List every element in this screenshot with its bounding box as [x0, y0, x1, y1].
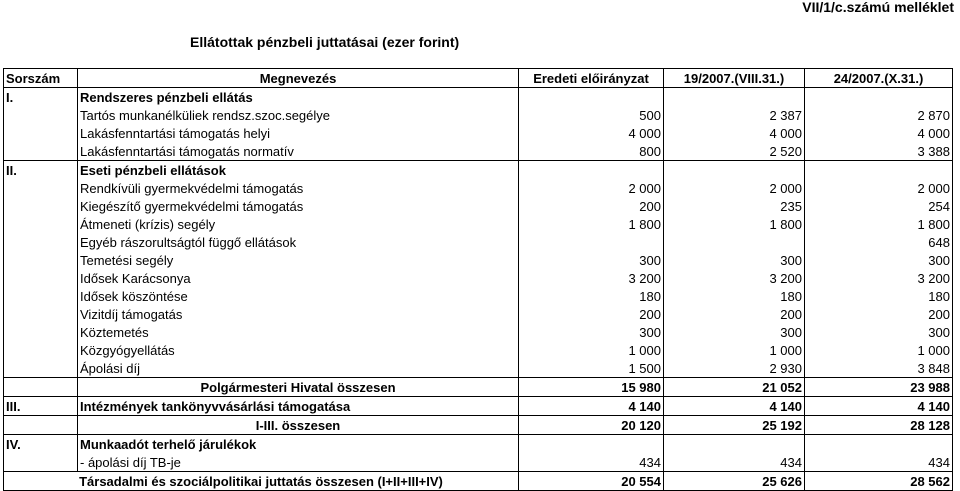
row-number [4, 453, 78, 472]
row-mod1 [664, 88, 805, 107]
row-mod2: 4 140 [805, 397, 953, 416]
row-mod1: 4 000 [664, 124, 805, 142]
table-row [4, 106, 953, 124]
row-mod1 [664, 233, 805, 251]
row-eredeti [519, 233, 664, 251]
row-mod1: 3 200 [664, 269, 805, 287]
row-name: Tartós munkanélküliek rendsz.szoc.segélye [78, 106, 519, 124]
row-mod1: 25 192 [664, 416, 805, 435]
row-mod2: 3 848 [805, 359, 953, 378]
row-mod1: 4 140 [664, 397, 805, 416]
row-mod2: 2 870 [805, 106, 953, 124]
table-row [4, 215, 953, 233]
row-eredeti: 4 140 [519, 397, 664, 416]
row-mod1: 300 [664, 251, 805, 269]
row-name: Lakásfenntartási támogatás helyi [78, 124, 519, 142]
row-name: Rendszeres pénzbeli ellátás [78, 88, 519, 107]
row-eredeti: 1 800 [519, 215, 664, 233]
row-mod2: 23 988 [805, 378, 953, 397]
row-name: Rendkívüli gyermekvédelmi támogatás [78, 179, 519, 197]
benefits-table [3, 68, 953, 491]
row-eredeti: 3 200 [519, 269, 664, 287]
row-name: Ápolási díj [78, 359, 519, 378]
row-name: Munkaadót terhelő járulékok [78, 435, 519, 454]
row-mod1: 200 [664, 305, 805, 323]
row-eredeti: 180 [519, 287, 664, 305]
table-row [4, 161, 953, 180]
row-mod1: 1 000 [664, 341, 805, 359]
row-eredeti: 1 000 [519, 341, 664, 359]
row-eredeti: 200 [519, 197, 664, 215]
header-sorszam: Sorszám [4, 69, 78, 88]
row-number: I. [4, 88, 78, 107]
row-eredeti: 15 980 [519, 378, 664, 397]
row-mod2: 434 [805, 453, 953, 472]
row-name: Idősek Karácsonya [78, 269, 519, 287]
page-title: Ellátottak pénzbeli juttatásai (ezer forint) [190, 34, 460, 50]
table-row [4, 88, 953, 107]
row-eredeti: 434 [519, 453, 664, 472]
row-name: Átmeneti (krízis) segély [78, 215, 519, 233]
row-number [4, 106, 78, 124]
row-eredeti [519, 435, 664, 454]
row-eredeti [519, 161, 664, 180]
table-row [4, 305, 953, 323]
table-header-row [4, 69, 953, 88]
row-name: Idősek köszöntése [78, 287, 519, 305]
row-number [4, 215, 78, 233]
row-mod1 [664, 435, 805, 454]
row-mod2: 254 [805, 197, 953, 215]
row-number: IV. [4, 435, 78, 454]
row-name: Lakásfenntartási támogatás normatív [78, 142, 519, 161]
table-row [4, 416, 953, 435]
row-eredeti [519, 88, 664, 107]
row-mod2: 1 800 [805, 215, 953, 233]
row-mod1: 235 [664, 197, 805, 215]
table-row [4, 197, 953, 215]
row-name: Eseti pénzbeli ellátások [78, 161, 519, 180]
table-row [4, 269, 953, 287]
row-number [4, 341, 78, 359]
row-mod2: 1 000 [805, 341, 953, 359]
row-mod2: 180 [805, 287, 953, 305]
table-row [4, 287, 953, 305]
row-number [4, 359, 78, 378]
row-name: Köztemetés [78, 323, 519, 341]
row-mod2: 300 [805, 323, 953, 341]
annex-label: VII/1/c.számú melléklet [802, 0, 954, 15]
row-number [4, 305, 78, 323]
row-mod2: 2 000 [805, 179, 953, 197]
row-mod1: 2 930 [664, 359, 805, 378]
row-name: Vizitdíj támogatás [78, 305, 519, 323]
row-eredeti: 800 [519, 142, 664, 161]
grand-total-label: Társadalmi és szociálpolitikai juttatás összesen (I+II+III+IV) [4, 472, 519, 491]
row-number [4, 142, 78, 161]
row-name: Közgyógyellátás [78, 341, 519, 359]
row-name: Polgármesteri Hivatal összesen [78, 378, 519, 397]
header-eredeti: Eredeti előirányzat [519, 69, 664, 88]
row-name: I-III. összesen [78, 416, 519, 435]
row-mod1: 300 [664, 323, 805, 341]
row-number [4, 269, 78, 287]
table-row [4, 142, 953, 161]
header-mod1: 19/2007.(VIII.31.) [664, 69, 805, 88]
row-mod2: 648 [805, 233, 953, 251]
row-mod1: 2 520 [664, 142, 805, 161]
row-eredeti: 20 120 [519, 416, 664, 435]
row-number: III. [4, 397, 78, 416]
table-row [4, 397, 953, 416]
table-row [4, 233, 953, 251]
row-eredeti: 4 000 [519, 124, 664, 142]
row-mod2: 28 128 [805, 416, 953, 435]
header-mod2: 24/2007.(X.31.) [805, 69, 953, 88]
row-number [4, 124, 78, 142]
table-row [4, 179, 953, 197]
row-name: Temetési segély [78, 251, 519, 269]
row-number [4, 179, 78, 197]
row-eredeti: 300 [519, 251, 664, 269]
row-mod2: 3 388 [805, 142, 953, 161]
table-row [4, 359, 953, 378]
row-number [4, 323, 78, 341]
grand-total-v1: 20 554 [519, 472, 664, 491]
row-mod2: 3 200 [805, 269, 953, 287]
row-name: - ápolási díj TB-je [78, 453, 519, 472]
row-name: Kiegészítő gyermekvédelmi támogatás [78, 197, 519, 215]
row-eredeti: 300 [519, 323, 664, 341]
row-number [4, 233, 78, 251]
row-mod1: 434 [664, 453, 805, 472]
row-name: Intézmények tankönyvvásárlási támogatása [78, 397, 519, 416]
row-mod2: 4 000 [805, 124, 953, 142]
row-mod1: 2 387 [664, 106, 805, 124]
row-mod2 [805, 435, 953, 454]
row-name: Egyéb rászorultságtól függő ellátások [78, 233, 519, 251]
table-row [4, 453, 953, 472]
row-mod2 [805, 88, 953, 107]
row-mod2: 300 [805, 251, 953, 269]
row-mod1: 2 000 [664, 179, 805, 197]
table-row [4, 341, 953, 359]
row-number [4, 416, 78, 435]
header-megnevezes: Megnevezés [78, 69, 519, 88]
row-eredeti: 500 [519, 106, 664, 124]
row-number [4, 378, 78, 397]
row-mod1: 180 [664, 287, 805, 305]
row-mod2: 200 [805, 305, 953, 323]
row-mod1: 21 052 [664, 378, 805, 397]
row-number [4, 287, 78, 305]
row-mod2 [805, 161, 953, 180]
row-number [4, 251, 78, 269]
row-number [4, 197, 78, 215]
row-mod1: 1 800 [664, 215, 805, 233]
row-eredeti: 200 [519, 305, 664, 323]
table-row [4, 251, 953, 269]
grand-total-row [4, 472, 953, 491]
row-mod1 [664, 161, 805, 180]
table-row [4, 435, 953, 454]
table-row [4, 124, 953, 142]
grand-total-v2: 25 626 [664, 472, 805, 491]
grand-total-v3: 28 562 [805, 472, 953, 491]
row-number: II. [4, 161, 78, 180]
row-eredeti: 1 500 [519, 359, 664, 378]
row-eredeti: 2 000 [519, 179, 664, 197]
table-row [4, 378, 953, 397]
table-row [4, 323, 953, 341]
